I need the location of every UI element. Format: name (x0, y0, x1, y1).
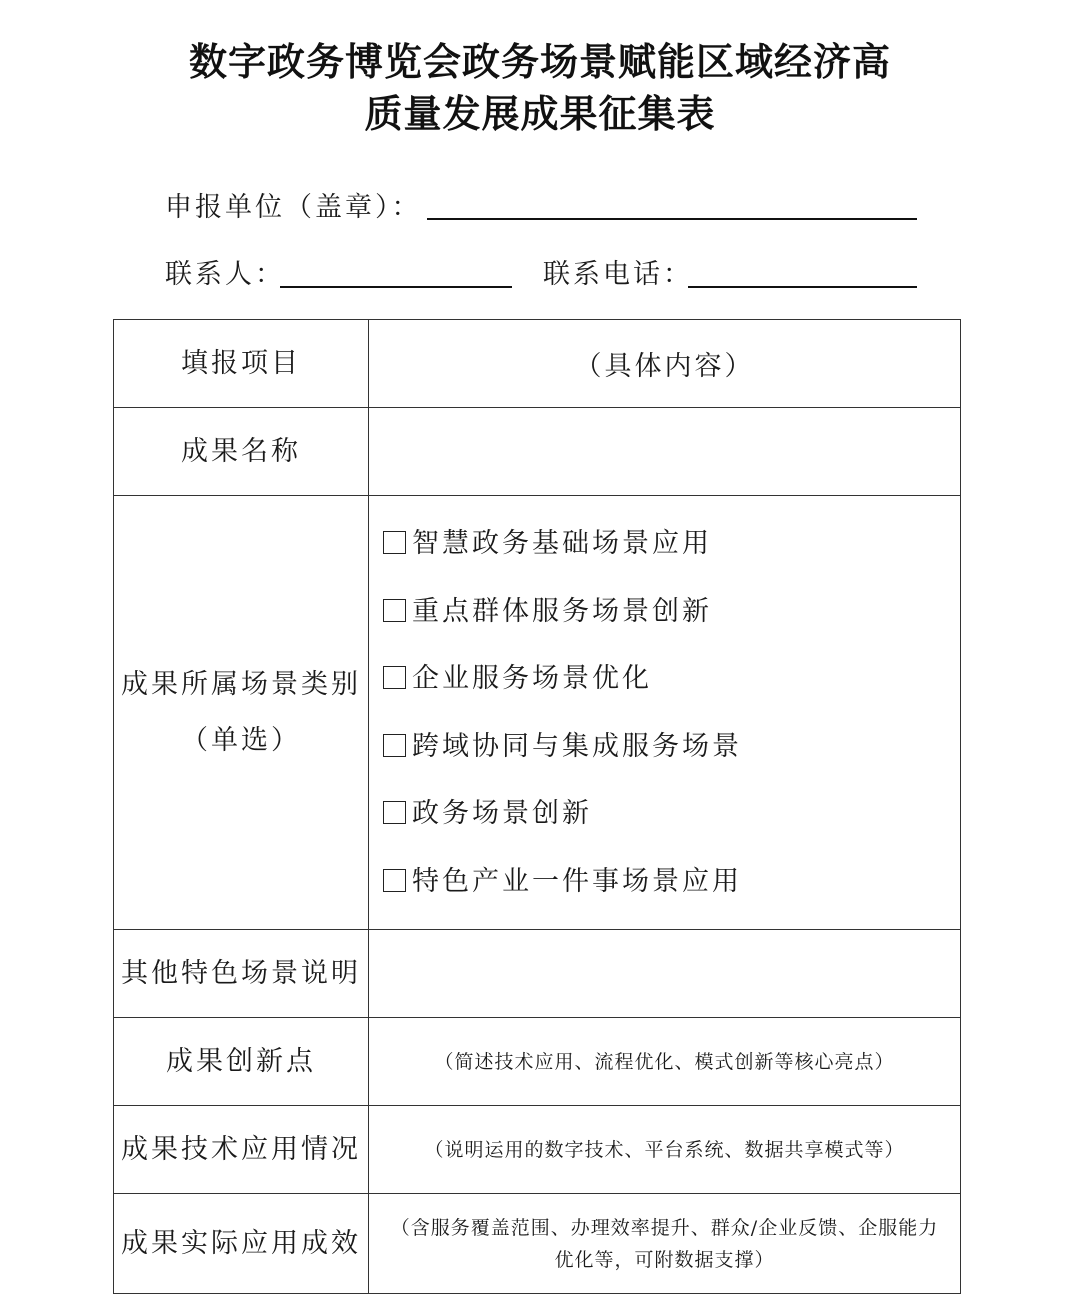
category-option-label: 重点群体服务场景创新 (412, 595, 712, 627)
checkbox-icon[interactable] (383, 801, 406, 824)
other-scene-label: 其他特色场景说明 (114, 930, 369, 1018)
category-option-label: 跨域协同与集成服务场景 (412, 730, 742, 762)
contact-phone-label: 联系电话： (543, 259, 693, 290)
category-option[interactable] (383, 713, 960, 781)
category-option-label: 智慧政务基础场景应用 (412, 528, 712, 559)
achievement-name-label: 成果名称 (114, 408, 369, 496)
applicant-unit-label: 申报单位（盖章）： (165, 192, 422, 223)
effect-field[interactable]: （含服务覆盖范围、办理效率提升、群众/企业反馈、企服能力优化等，可附数据支撑） (369, 1194, 961, 1294)
table-row (114, 1018, 961, 1106)
collection-form-table (113, 319, 961, 1294)
innovation-label: 成果创新点 (114, 1018, 369, 1106)
scene-category-options-cell (369, 496, 961, 930)
category-option[interactable] (383, 510, 960, 578)
contact-phone-field[interactable] (688, 286, 917, 288)
tech-application-field[interactable]: （说明运用的数字技术、平台系统、数据共享模式等） (369, 1106, 961, 1194)
document-title-line1: 数字政务博览会政务场景赋能区域经济高 (188, 40, 891, 84)
category-option[interactable] (383, 848, 960, 916)
other-scene-field[interactable] (369, 930, 961, 1018)
applicant-unit-field[interactable] (427, 218, 917, 220)
header-item-cell: 填报项目 (114, 320, 369, 408)
category-option[interactable] (383, 780, 960, 848)
table-row (114, 1194, 961, 1294)
single-choice-note: （单选） (181, 724, 301, 756)
contact-person-field[interactable] (280, 286, 512, 288)
category-option[interactable] (383, 645, 960, 713)
table-row (114, 930, 961, 1018)
scene-category-label: 成果所属场景类别 (121, 668, 361, 700)
table-row (114, 408, 961, 496)
document-title-line2: 质量发展成果征集表 (364, 92, 716, 136)
achievement-name-field[interactable] (369, 408, 961, 496)
category-option-label: 政务场景创新 (412, 798, 592, 829)
category-option-label: 特色产业一件事场景应用 (412, 865, 742, 897)
header-content-cell: （具体内容） (369, 320, 961, 408)
checkbox-icon[interactable] (383, 734, 406, 757)
scene-category-options (369, 496, 960, 929)
table-row (114, 1106, 961, 1194)
innovation-field[interactable]: （简述技术应用、流程优化、模式创新等核心亮点） (369, 1018, 961, 1106)
checkbox-icon[interactable] (383, 666, 406, 689)
effect-label: 成果实际应用成效 (114, 1194, 369, 1294)
table-header-row (114, 320, 961, 408)
table-row (114, 496, 961, 930)
checkbox-icon[interactable] (383, 599, 406, 622)
category-option[interactable] (383, 578, 960, 646)
category-option-label: 企业服务场景优化 (412, 663, 652, 694)
scene-category-label-cell (114, 496, 369, 930)
tech-application-label: 成果技术应用情况 (114, 1106, 369, 1194)
checkbox-icon[interactable] (383, 531, 406, 554)
checkbox-icon[interactable] (383, 869, 406, 892)
contact-person-label: 联系人： (165, 259, 285, 290)
